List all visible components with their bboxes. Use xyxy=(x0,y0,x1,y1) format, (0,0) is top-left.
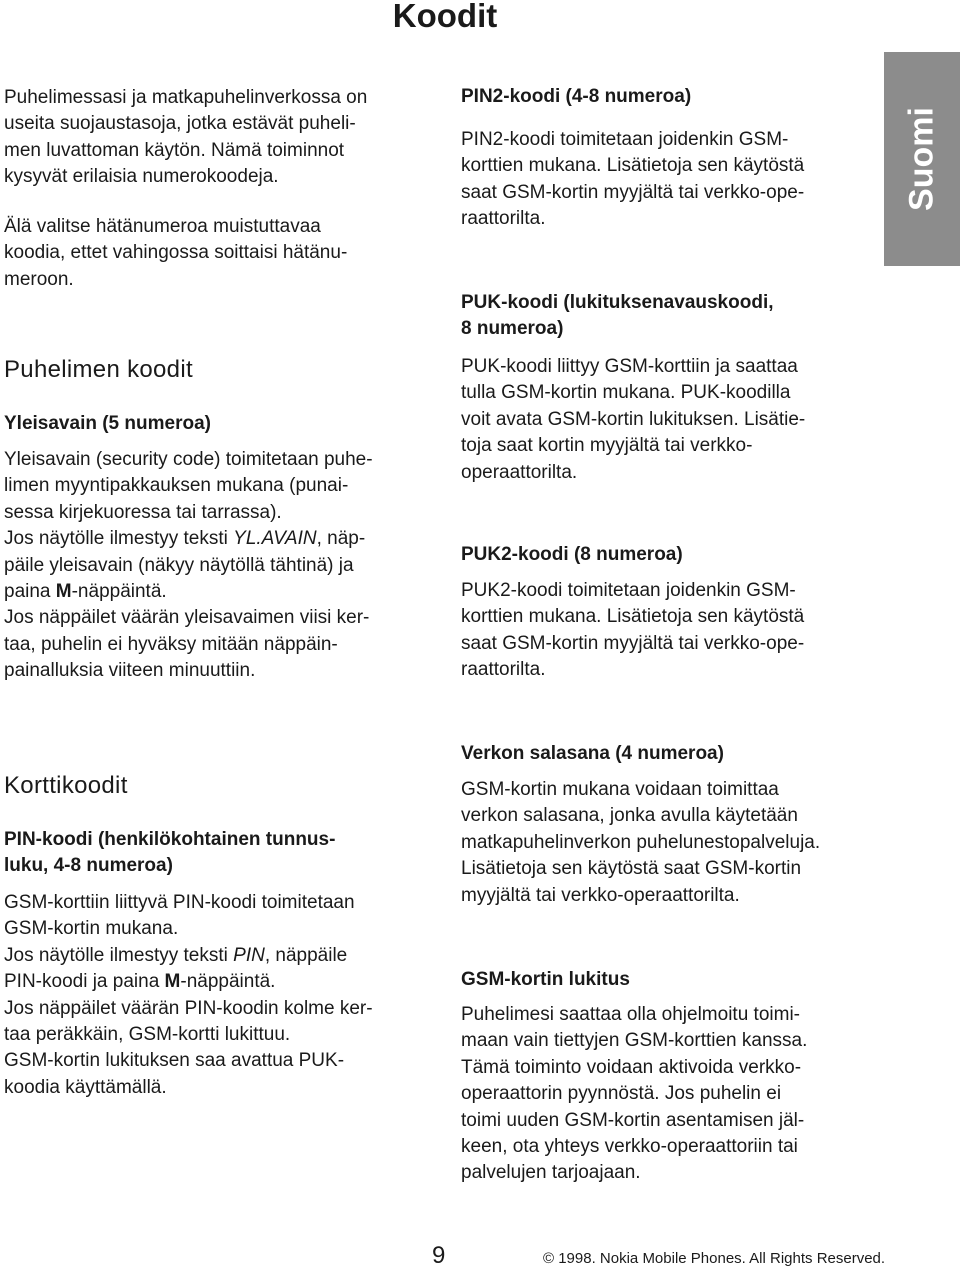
body-line: limen myyntipakkauksen mukana (punai- xyxy=(4,475,349,497)
intro-line: useita suojaustasoja, jotka estävät puheli- xyxy=(4,113,356,135)
page-title: Koodit xyxy=(392,0,498,34)
body-line: operaattorin pyynnöstä. Jos puhelin ei xyxy=(461,1083,782,1105)
language-tab-label: Suomi xyxy=(902,107,941,211)
body-line: koodia käyttämällä. xyxy=(4,1076,167,1098)
body-line: PUK-koodi liittyy GSM-korttiin ja saattaa xyxy=(461,356,798,377)
heading-line: 8 numeroa) xyxy=(461,318,564,340)
body-line: PUK2-koodi toimitetaan joidenkin GSM- xyxy=(461,580,796,601)
warning-line: koodia, ettet vahingossa soittaisi hätänu- xyxy=(4,242,348,264)
puk-body xyxy=(461,354,871,486)
section-heading-phone-codes: Puhelimen koodit xyxy=(4,356,193,383)
network-password-body xyxy=(461,777,871,909)
body-line: voit avata GSM-kortin lukituksen. Lisätie- xyxy=(461,408,806,430)
body-line: saat GSM-kortin myyjältä tai verkko-ope- xyxy=(461,632,805,654)
body-line: matkapuhelinverkon puhelunestopalveluja. xyxy=(461,831,821,853)
puk2-heading: PUK2-koodi (8 numeroa) xyxy=(461,544,683,565)
body-line: maan vain tiettyjen GSM-korttien kanssa. xyxy=(461,1030,808,1052)
body-line: korttien mukana. Lisätietoja sen käytöstä xyxy=(461,155,805,177)
body-line: Lisätietoja sen käytöstä saat GSM-kortin xyxy=(461,858,802,880)
body-line: Jos näppäilet väärän PIN-koodin kolme ker- xyxy=(4,997,373,1019)
body-line: GSM-kortin mukana. xyxy=(4,918,179,940)
security-code-body xyxy=(4,447,434,685)
body-line: toja saat kortin myyjältä tai verkko- xyxy=(461,435,753,457)
section-heading-card-codes: Korttikoodit xyxy=(4,772,128,799)
body-line: GSM-kortin lukituksen saa avattua PUK- xyxy=(4,1050,345,1072)
body-line: palvelujen tarjoajaan. xyxy=(461,1162,641,1184)
body-line: toimi uuden GSM-kortin asentamisen jäl- xyxy=(461,1109,805,1131)
language-tab xyxy=(884,52,960,266)
pin-body xyxy=(4,890,434,1101)
body-text: , näppäile xyxy=(264,944,348,966)
warning-line: meroon. xyxy=(4,268,74,290)
display-text: YL.AVAIN xyxy=(233,528,317,550)
intro-line: men luvattoman käytön. Nämä toiminnot xyxy=(4,139,345,161)
intro-block xyxy=(4,85,434,191)
body-line: korttien mukana. Lisätietoja sen käytöstä xyxy=(461,606,805,628)
body-line: tulla GSM-kortin mukana. PUK-koodilla xyxy=(461,382,791,404)
key-label: M xyxy=(55,581,72,603)
sim-lock-body xyxy=(461,1002,871,1187)
body-text: , näp- xyxy=(316,528,366,550)
pin2-body xyxy=(461,127,871,233)
body-line: raattorilta. xyxy=(461,659,546,681)
body-line: PIN2-koodi toimitetaan joidenkin GSM- xyxy=(461,129,789,150)
page-number: 9 xyxy=(432,1242,446,1269)
body-line: Tämä toiminto voidaan aktivoida verkko- xyxy=(461,1056,802,1078)
body-line xyxy=(4,969,434,995)
body-line: verkon salasana, jonka avulla käytetään xyxy=(461,805,798,827)
body-line: raattorilta. xyxy=(461,208,546,230)
key-label: M xyxy=(164,971,181,993)
body-text: PIN-koodi ja paina xyxy=(4,971,165,993)
pin-heading xyxy=(4,827,434,880)
heading-line: PIN-koodi (henkilökohtainen tunnus- xyxy=(4,829,336,850)
body-line xyxy=(4,526,434,552)
body-line: painalluksia viiteen minuuttiin. xyxy=(4,660,256,682)
body-text: -näppäintä. xyxy=(180,971,276,993)
puk-heading xyxy=(461,290,871,343)
body-line xyxy=(4,579,434,605)
body-line: myyjältä tai verkko-operaattorilta. xyxy=(461,884,740,906)
body-line: Jos näppäilet väärän yleisavaimen viisi ker- xyxy=(4,607,370,629)
copyright-notice: © 1998. Nokia Mobile Phones. All Rights Reserved. xyxy=(543,1250,886,1267)
intro-line: kysyvät erilaisia numerokoodeja. xyxy=(4,166,279,188)
body-text: Jos näytölle ilmestyy teksti xyxy=(4,528,234,550)
body-line: Yleisavain (security code) toimitetaan puhe- xyxy=(4,449,373,470)
pin2-heading: PIN2-koodi (4-8 numeroa) xyxy=(461,86,692,107)
puk2-body xyxy=(461,578,871,684)
heading-line: PUK-koodi (lukituksenavauskoodi, xyxy=(461,292,774,313)
body-line: päile yleisavain (näkyy näytöllä tähtinä) ja xyxy=(4,554,354,576)
sim-lock-heading: GSM-kortin lukitus xyxy=(461,969,630,990)
body-text: paina xyxy=(4,581,56,603)
body-line: saat GSM-kortin myyjältä tai verkko-ope- xyxy=(461,181,805,203)
body-text: Jos näytölle ilmestyy teksti xyxy=(4,944,234,966)
body-line: operaattorilta. xyxy=(461,461,578,483)
warning-line: Älä valitse hätänumeroa muistuttavaa xyxy=(4,216,321,237)
body-line: GSM-korttiin liittyvä PIN-koodi toimitetaan xyxy=(4,892,355,913)
body-line: taa peräkkäin, GSM-kortti lukittuu. xyxy=(4,1024,291,1046)
warning-block xyxy=(4,214,434,293)
body-line: keen, ota yhteys verkko-operaattoriin tai xyxy=(461,1136,798,1158)
body-line: sessa kirjekuoressa tai tarrassa). xyxy=(4,501,282,523)
network-password-heading: Verkon salasana (4 numeroa) xyxy=(461,743,724,764)
body-line xyxy=(4,943,434,969)
security-code-heading: Yleisavain (5 numeroa) xyxy=(4,413,211,434)
body-line: taa, puhelin ei hyväksy mitään näppäin- xyxy=(4,633,338,655)
heading-line: luku, 4-8 numeroa) xyxy=(4,855,173,877)
body-line: GSM-kortin mukana voidaan toimittaa xyxy=(461,779,779,800)
display-text: PIN xyxy=(233,944,265,966)
body-line: Puhelimesi saattaa olla ohjelmoitu toimi- xyxy=(461,1004,800,1025)
body-text: -näppäintä. xyxy=(71,581,167,603)
intro-line: Puhelimessasi ja matkapuhelinverkossa on xyxy=(4,87,368,108)
